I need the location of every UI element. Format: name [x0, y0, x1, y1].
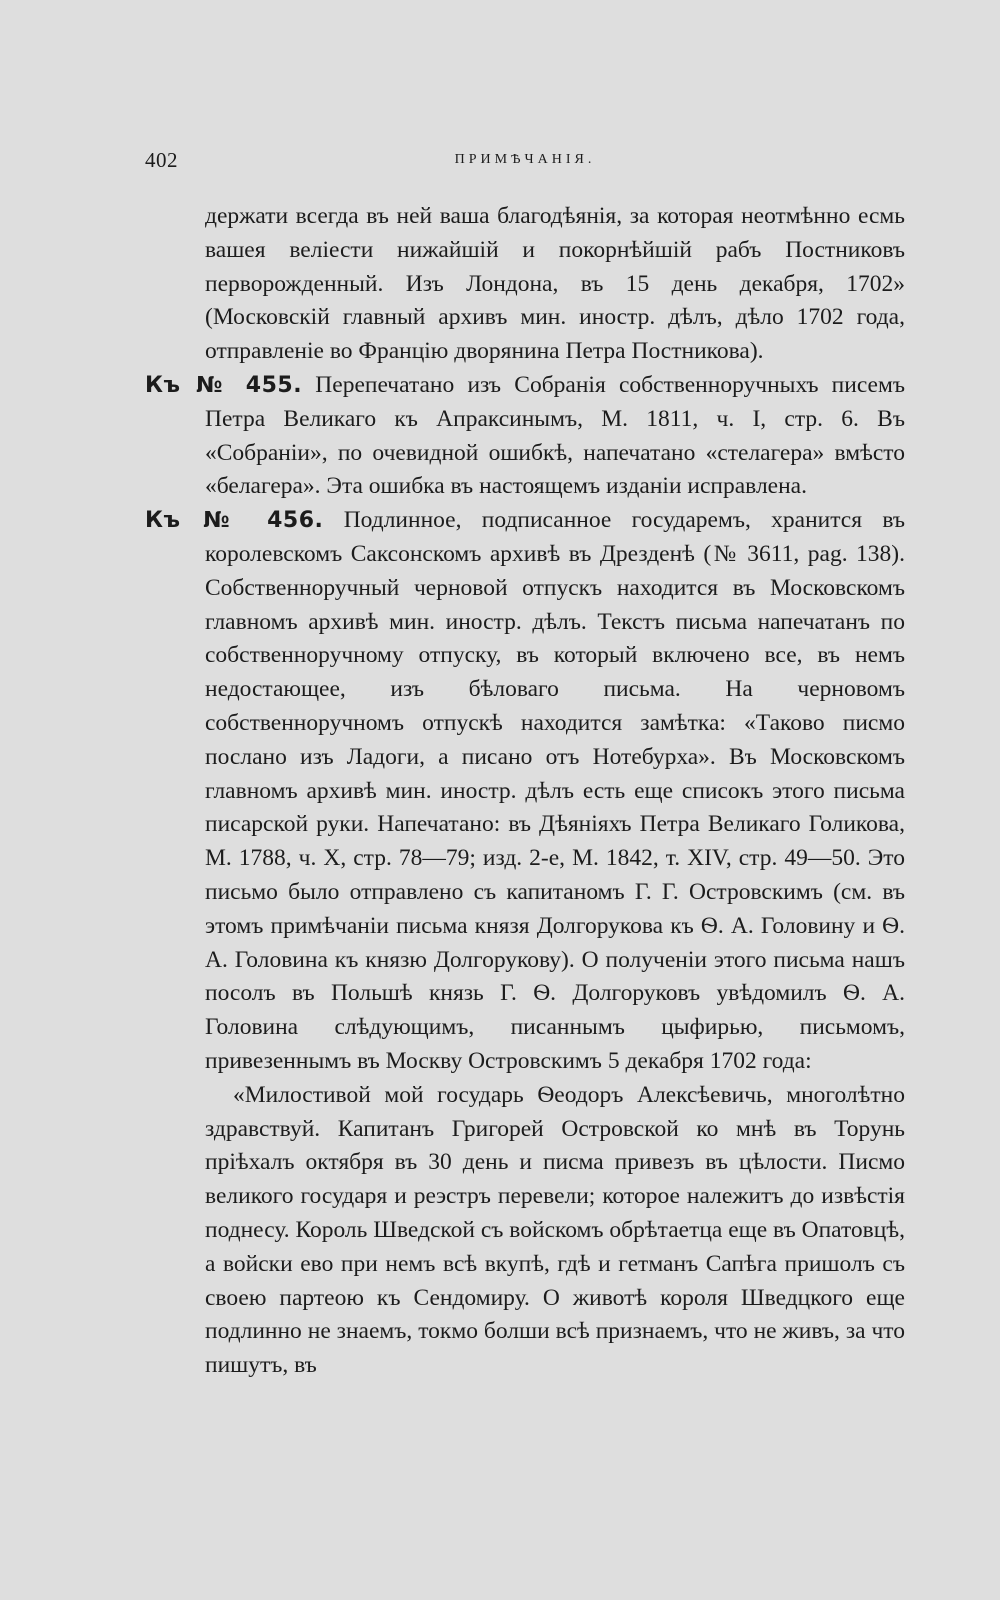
- note-455-label: Къ № 455.: [145, 372, 303, 398]
- note-456: [145, 504, 905, 1079]
- note-455: [145, 369, 905, 504]
- page-body: [145, 200, 905, 1383]
- note-456-label: Къ № 456.: [145, 508, 324, 534]
- quoted-letter: «Милостивой мой государь Ѳеодоръ Алексѣевичь, многолѣтно здравствуй. Капитанъ Григорей Островской ко мнѣ въ Торунь пріѣхалъ октября въ 30 день и писма привезъ въ цѣлости. Писмо великого государя и реэстръ перевели; которое належитъ до извѣстія поднесу. Король Шведской съ войскомъ обрѣтаетца еще въ Опатовцѣ, а войски ево при немъ всѣ вкупѣ, гдѣ и гетманъ Сапѣга пришолъ съ своею партеою къ Сендомиру. О животѣ короля Шведцкого еще подлинно не знаемъ, токмо болши всѣ признаемъ, что не живъ, за что пишутъ, въ: [205, 1081, 905, 1379]
- page-header: [145, 148, 905, 178]
- note-455-text: Перепечатано изъ Собранія собственноручныхъ писемъ Петра Великаго къ Апраксинымъ, М. 1811, ч. I, стр. 6. Въ «Собраніи», по очевидной ошибкѣ, напечатано «стелагера» вмѣсто «белагера». Эта ошибка въ настоящемъ изданіи исправлена.: [205, 371, 905, 500]
- running-title: ПРИМѢЧАНІЯ.: [454, 152, 596, 167]
- continuation-paragraph: держати всегда въ ней ваша благодѣянія, за которая неотмѣнно есмь вашея веліести нижайшій и покорнѣйшій рабъ Постниковъ перворожденный. Изъ Лондона, въ 15 день декабря, 1702» (Московскій главный архивъ мин. иностр. дѣлъ, дѣло 1702 года, отправленіе во Францію дворянина Петра Постникова).: [205, 203, 905, 365]
- note-456-text: Подлинное, подписанное государемъ, хранится въ королевскомъ Саксонскомъ архивѣ въ Дрезденѣ (№ 3611, pag. 138). Собственноручный черновой отпускъ находится въ Московскомъ главномъ архивѣ мин. иностр. дѣлъ. Текстъ письма напечатанъ по собственноручному отпуску, въ который включено все, въ немъ недостающее, изъ бѣловаго письма. На черновомъ собственноручномъ отпускѣ находится замѣтка: «Таково писмо послано изъ Ладоги, а писано отъ Нотебурха». Въ Московскомъ главномъ архивѣ мин. иностр. дѣлъ есть еще списокъ этого письма писарской руки. Напечатано: въ Дѣяніяхъ Петра Великаго Голикова, М. 1788, ч. X, стр. 78—79; изд. 2-е, М. 1842, т. XIV, стр. 49—50. Это письмо было отправлено съ капитаномъ Г. Г. Островскимъ (см. въ этомъ примѣчаніи письма князя Долгорукова къ Ѳ. А. Головину и Ѳ. А. Головина къ князю Долгорукову). О полученіи этого письма нашъ посолъ въ Польшѣ князь Г. Ѳ. Долгоруковъ увѣдомилъ Ѳ. А. Головина слѣдующимъ, писаннымъ цыфирью, письмомъ, привезеннымъ въ Москву Островскимъ 5 декабря 1702 года:: [205, 507, 906, 1074]
- page-number: 402: [145, 148, 178, 172]
